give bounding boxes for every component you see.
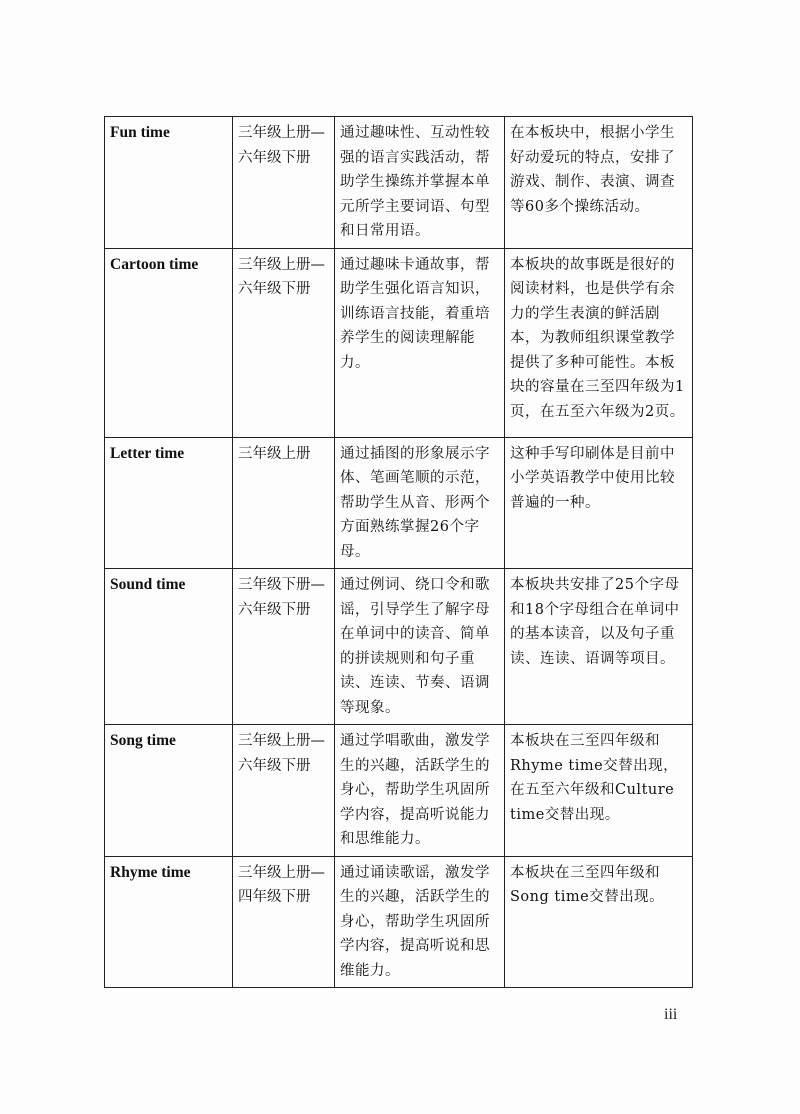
grade-range: 三年级下册—六年级下册 [233, 569, 335, 725]
grade-range: 三年级上册—四年级下册 [233, 856, 335, 988]
section-name: Letter time [105, 437, 233, 569]
page-number: iii [664, 1006, 678, 1023]
grade-range: 三年级上册—六年级下册 [233, 248, 335, 437]
grade-range: 三年级上册—六年级下册 [233, 117, 335, 249]
section-name: Fun time [105, 117, 233, 249]
section-notes: 本板块的故事既是很好的阅读材料，也是供学有余力的学生表演的鲜活剧本，为教师组织课堂教学提供了多种可能性。本板块的容量在三至四年级为1页，在五至六年级为2页。 [505, 248, 693, 437]
section-name: Sound time [105, 569, 233, 725]
section-notes: 本板块在三至四年级和Rhyme time交替出现，在五至六年级和Culture time交替出现。 [505, 725, 693, 857]
table-row [105, 248, 693, 437]
section-description: 通过例词、绕口令和歌谣，引导学生了解字母在单词中的读音、简单的拼读规则和句子重读、连读、节奏、语调等现象。 [335, 569, 505, 725]
section-description: 通过趣味卡通故事，帮助学生强化语言知识，训练语言技能，着重培养学生的阅读理解能力。 [335, 248, 505, 437]
table-row [105, 117, 693, 249]
grade-range: 三年级上册 [233, 437, 335, 569]
section-notes: 在本板块中，根据小学生好动爱玩的特点，安排了游戏、制作、表演、调查等60多个操练活动。 [505, 117, 693, 249]
section-name: Cartoon time [105, 248, 233, 437]
section-name: Song time [105, 725, 233, 857]
section-notes: 这种手写印刷体是目前中小学英语教学中使用比较普遍的一种。 [505, 437, 693, 569]
table-row [105, 725, 693, 857]
section-name: Rhyme time [105, 856, 233, 988]
table-row [105, 856, 693, 988]
section-description: 通过插图的形象展示字体、笔画笔顺的示范，帮助学生从音、形两个方面熟练掌握26个字母。 [335, 437, 505, 569]
section-description: 通过诵读歌谣，激发学生的兴趣，活跃学生的身心，帮助学生巩固所学内容，提高听说和思维能力。 [335, 856, 505, 988]
section-overview-table [104, 116, 693, 988]
table-row [105, 437, 693, 569]
section-description: 通过学唱歌曲，激发学生的兴趣，活跃学生的身心，帮助学生巩固所学内容，提高听说能力和思维能力。 [335, 725, 505, 857]
section-description: 通过趣味性、互动性较强的语言实践活动，帮助学生操练并掌握本单元所学主要词语、句型和日常用语。 [335, 117, 505, 249]
grade-range: 三年级上册—六年级下册 [233, 725, 335, 857]
section-notes: 本板块共安排了25个字母和18个字母组合在单词中的基本读音，以及句子重读、连读、语调等项目。 [505, 569, 693, 725]
table-row [105, 569, 693, 725]
section-notes: 本板块在三至四年级和Song time交替出现。 [505, 856, 693, 988]
